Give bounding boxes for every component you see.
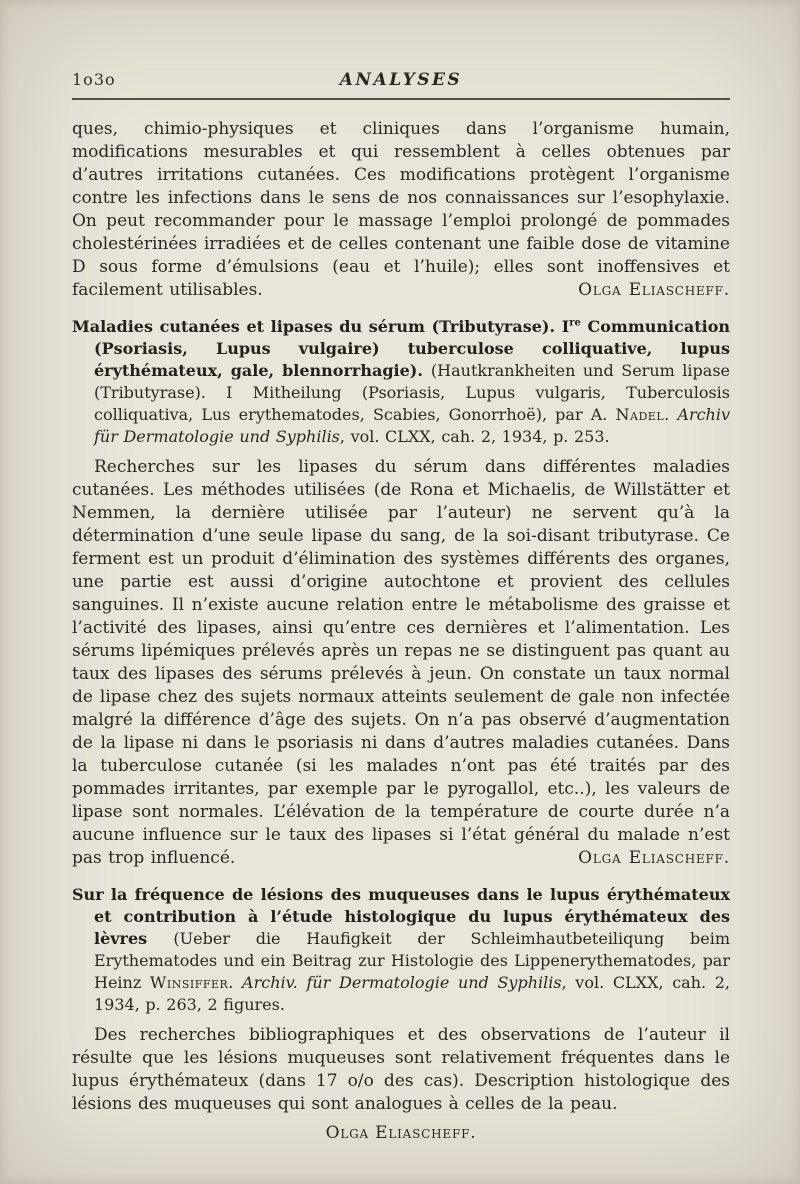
reference-muqueuses	[72, 884, 730, 1016]
abstract-lipases-body	[72, 456, 730, 870]
reference-muqueuses-author: Winsiffer	[149, 973, 229, 992]
abstract-continuation-signature: Olga Eliascheff.	[578, 280, 730, 300]
reference-lipases-original-title: (Hautkrankheiten und Serum lipase (Tributyrase). I Mitheilung (Psoriasis, Lupus vulgaris, Tuberculosis colliquativa, Lus erythematodes, Scabies, Gonorrhoë), par A.	[94, 361, 731, 424]
abstract-continuation	[72, 118, 730, 302]
abstract-lipases-signature: Olga Eliascheff.	[578, 848, 730, 868]
abstract-continuation-text: ques, chimio-physiques et cliniques dans l’organisme humain, modifications mesurables et qui ressemblent à celles obtenues par d’autres irritations cutanées. Ces modifications protègent l’organisme contre les infections dans le sens de nos connaissances sur l’esophylaxie. On peut recommander pour le massage l’emploi prolongé de pommades cholestérinées irradiées et de celles contenant une faible dose de vitamine D sous forme d’émulsions (eau et l’huile); elles sont inoffensives et facilement utilisables.	[72, 119, 730, 300]
reference-lipases-separator: .	[664, 405, 678, 424]
reference-lipases	[72, 316, 730, 448]
abstract-muqueuses-signature: Olga Eliascheff.	[325, 1123, 477, 1143]
reference-lipases-title-superscript: re	[569, 317, 581, 329]
abstract-lipases-text: Recherches sur les lipases du sérum dans différentes maladies cutanées. Les méthodes utilisées (de Rona et Michaelis, de Willstätter et Nemmen, la dernière utilisée par l’auteur) ne servent qu’à la détermination d’une seule lipase du sang, de la soi-disant tributyrase. Ce ferment est un produit d’élimination des systèmes différents des organes, une partie est aussi d’origine autochtone et provient des cellules sanguines. Il n’existe aucune relation entre le métabolisme des graisse et l’activité des lipases, ainsi qu’entre ces dernières et l’alimentation. Les sérums lipémiques prélevés après un repas ne se distinguent pas quant au taux des lipases des sérums prélevés à jeun. On constate un taux normal de lipase chez des sujets normaux atteints seulement de gale non infectée malgré la différence d’âge des sujets. On n’a pas observé d’augmentation de la lipase ni dans le psoriasis ni dans d’autres maladies cutanées. Dans la tuberculose cutanée (si les malades n’ont pas été traités par des pommades irritantes, par exemple par le pyrogallol, etc..), les valeurs de lipase sont normales. L’élévation de la température de courte durée n’a aucune influence sur le taux des lipases si l’état général du malade n’est pas trop influencé.	[72, 457, 730, 868]
reference-lipases-journal: Archiv für Dermatologie und Syphilis	[94, 405, 731, 446]
reference-lipases-author: Nadel	[615, 405, 665, 424]
abstract-muqueuses-body	[72, 1024, 730, 1116]
page-header	[72, 70, 730, 96]
reference-muqueuses-original-title: (Ueber die Haufigkeit der Schleimhautbeteiliqung beim Erythematodes und ein Beitrag zur Histologie des Lippenerythematodes, par Heinz	[94, 929, 731, 992]
header-rule	[72, 98, 730, 100]
reference-muqueuses-journal: Archiv. für Dermatologie und Syphilis	[242, 973, 562, 992]
reference-muqueuses-title: Sur la fréquence de lésions des muqueuses dans le lupus érythémateux et contribution à l’étude histologique du lupus érythémateux des lèvres	[72, 885, 730, 948]
page-number: 1o3o	[72, 70, 116, 89]
reference-lipases-citation-details: , vol. CLXX, cah. 2, 1934, p. 253.	[339, 427, 610, 446]
abstract-muqueuses-text: Des recherches bibliographiques et des observations de l’auteur il résulte que les lésions muqueuses sont relativement fréquentes dans le lupus érythémateux (dans 17 o/o des cas). Description histologique des lésions des muqueuses qui sont analogues à celles de la peau.	[72, 1025, 730, 1114]
running-title: ANALYSES	[339, 70, 463, 90]
reference-muqueuses-citation-details: , vol. CLXX, cah. 2, 1934, p. 263, 2 figures.	[94, 973, 730, 1014]
reference-muqueuses-separator: .	[228, 973, 243, 992]
reference-lipases-title-part1: Maladies cutanées et lipases du sérum (Tributyrase). I	[72, 317, 570, 336]
reference-lipases-title-part2: Communication (Psoriasis, Lupus vulgaire) tuberculose colliquative, lupus érythémateux, gale, blennorrhagie).	[94, 317, 731, 380]
